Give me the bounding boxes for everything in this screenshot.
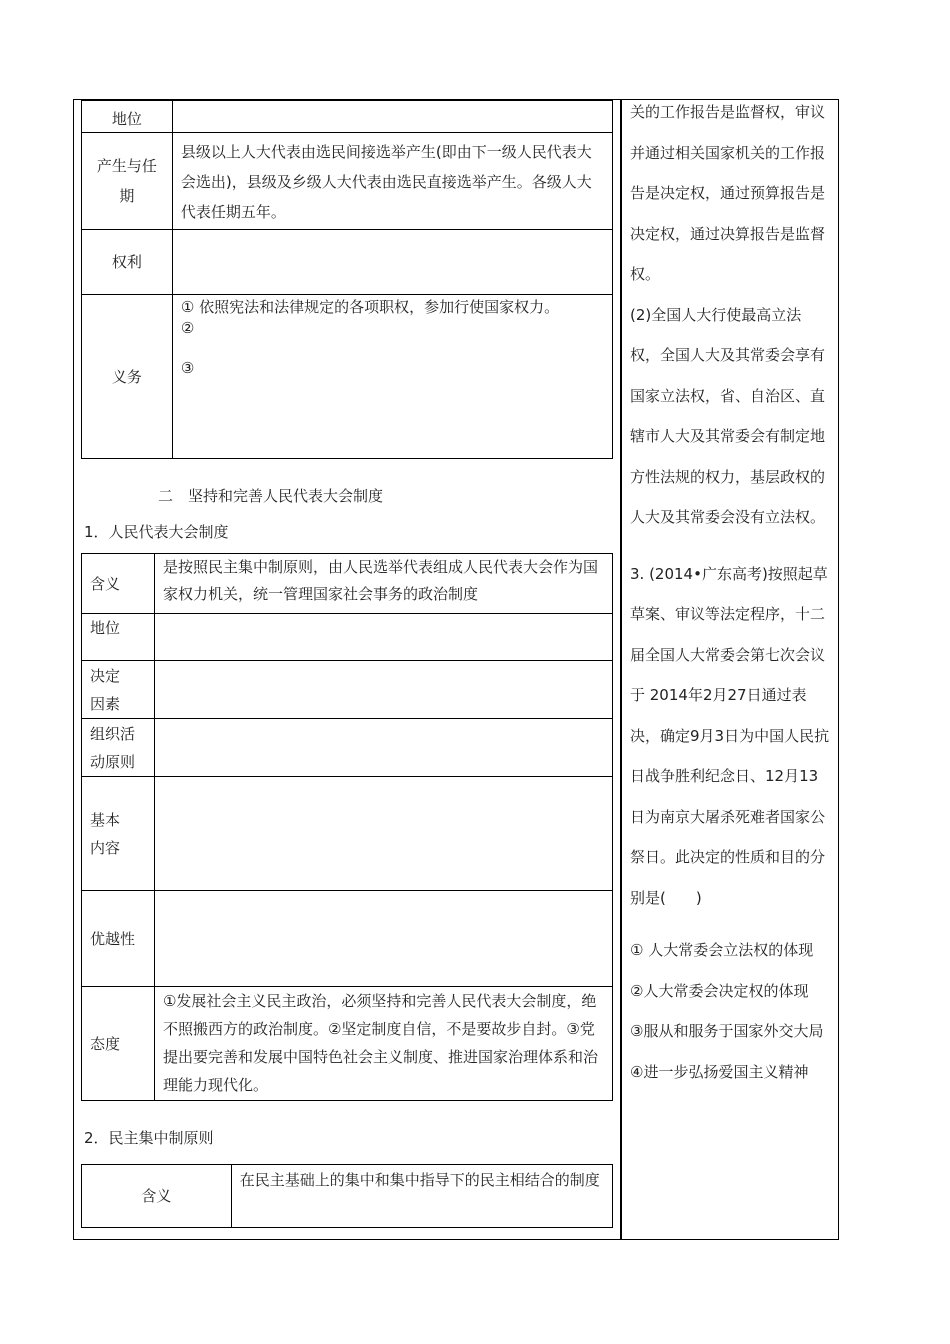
sidebar-paragraph-4: ① 人大常委会立法权的体现 ②人大常委会决定权的体现 ③服从和服务于国家外交大局 ④进一步弘扬爱国主义精神 bbox=[630, 941, 839, 1081]
row-label: 含义 bbox=[82, 1165, 232, 1228]
row-content bbox=[172, 295, 612, 459]
row-label bbox=[82, 719, 155, 777]
row-content: 县级以上人大代表由选民间接选举产生(即由下一级人民代表大会选出)，县级及乡级人大代表由选民直接选举产生。各级人大代表任期五年。 bbox=[172, 133, 612, 230]
democratic-centralism-table bbox=[81, 1164, 613, 1228]
row-content: ①发展社会主义民主政治，必须坚持和完善人民代表大会制度，绝不照搬西方的政治制度。②坚定制度自信，不是要故步自封。③党提出要完善和发展中国特色社会主义制度、推进国家治理体系和治理能力现代化。 bbox=[154, 987, 612, 1101]
row-label-text: 组织活动原则 bbox=[90, 724, 136, 771]
sidebar-paragraph-3: 3. (2014•广东高考)按照起草草案、审议等法定程序，十二届全国人大常委会第七次会议于 2014年2月27日通过表决，确定9月3日为中国人民抗日战争胜利纪念日、12月13日为南京大屠杀死难者国家公祭日。此决定的性质和目的分别是( ) bbox=[630, 564, 830, 907]
table-row bbox=[82, 719, 613, 777]
row-label: 权利 bbox=[82, 230, 173, 295]
sidebar-notes bbox=[630, 92, 839, 1092]
row-label: 地位 bbox=[82, 101, 173, 133]
row-content: 是按照民主集中制原则，由人民选举代表组成人民代表大会作为国家权力机关，统一管理国家社会事务的政治制度 bbox=[154, 554, 612, 614]
table-row bbox=[82, 891, 613, 987]
row-label-text: 决定因素 bbox=[90, 666, 121, 713]
row-content bbox=[154, 891, 612, 987]
row-content bbox=[154, 777, 612, 891]
row-content bbox=[172, 101, 612, 133]
row-content bbox=[154, 719, 612, 777]
table-row bbox=[82, 133, 613, 230]
section-heading: 二 坚持和完善人民代表大会制度 bbox=[158, 487, 384, 505]
table-row bbox=[82, 661, 613, 719]
subsection-title-1: 1．人民代表大会制度 bbox=[84, 523, 229, 541]
row-label: 态度 bbox=[82, 987, 155, 1101]
row-label: 含义 bbox=[82, 554, 155, 614]
row-label: 地位 bbox=[82, 614, 155, 661]
table-row bbox=[82, 1165, 613, 1228]
table-row bbox=[82, 554, 613, 614]
row-label-text: 基本内容 bbox=[90, 810, 121, 857]
duty-item-2: ② bbox=[180, 319, 195, 337]
row-label: 优越性 bbox=[82, 891, 155, 987]
row-label bbox=[82, 777, 155, 891]
row-content: 在民主基础上的集中和集中指导下的民主相结合的制度 bbox=[231, 1165, 612, 1228]
sidebar-paragraph-1: 关的工作报告是监督权，审议并通过相关国家机关的工作报告是决定权，通过预算报告是决定权，通过决算报告是监督权。 bbox=[630, 103, 826, 283]
table-row bbox=[82, 101, 613, 133]
row-label: 义务 bbox=[82, 295, 173, 459]
subsection-title-2: 2．民主集中制原则 bbox=[84, 1129, 214, 1147]
row-label-text: 产生与任期 bbox=[96, 157, 157, 205]
table-row bbox=[82, 614, 613, 661]
row-content bbox=[172, 230, 612, 295]
row-label bbox=[82, 661, 155, 719]
table-row bbox=[82, 230, 613, 295]
table-row bbox=[82, 987, 613, 1101]
table-row bbox=[82, 777, 613, 891]
representative-table bbox=[81, 100, 613, 459]
row-content bbox=[154, 661, 612, 719]
duty-item-1: ① 依照宪法和法律规定的各项职权，参加行使国家权力。 bbox=[180, 298, 560, 316]
duty-item-3: ③ bbox=[180, 359, 195, 377]
row-content bbox=[154, 614, 612, 661]
row-label bbox=[82, 133, 173, 230]
table-row bbox=[82, 295, 613, 459]
npc-system-table bbox=[81, 553, 613, 1101]
sidebar-paragraph-2: (2)全国人大行使最高立法权，全国人大及其常委会享有国家立法权，省、自治区、直辖市人大及其常委会有制定地方性法规的权力，基层政权的人大及其常委会没有立法权。 bbox=[630, 305, 826, 526]
